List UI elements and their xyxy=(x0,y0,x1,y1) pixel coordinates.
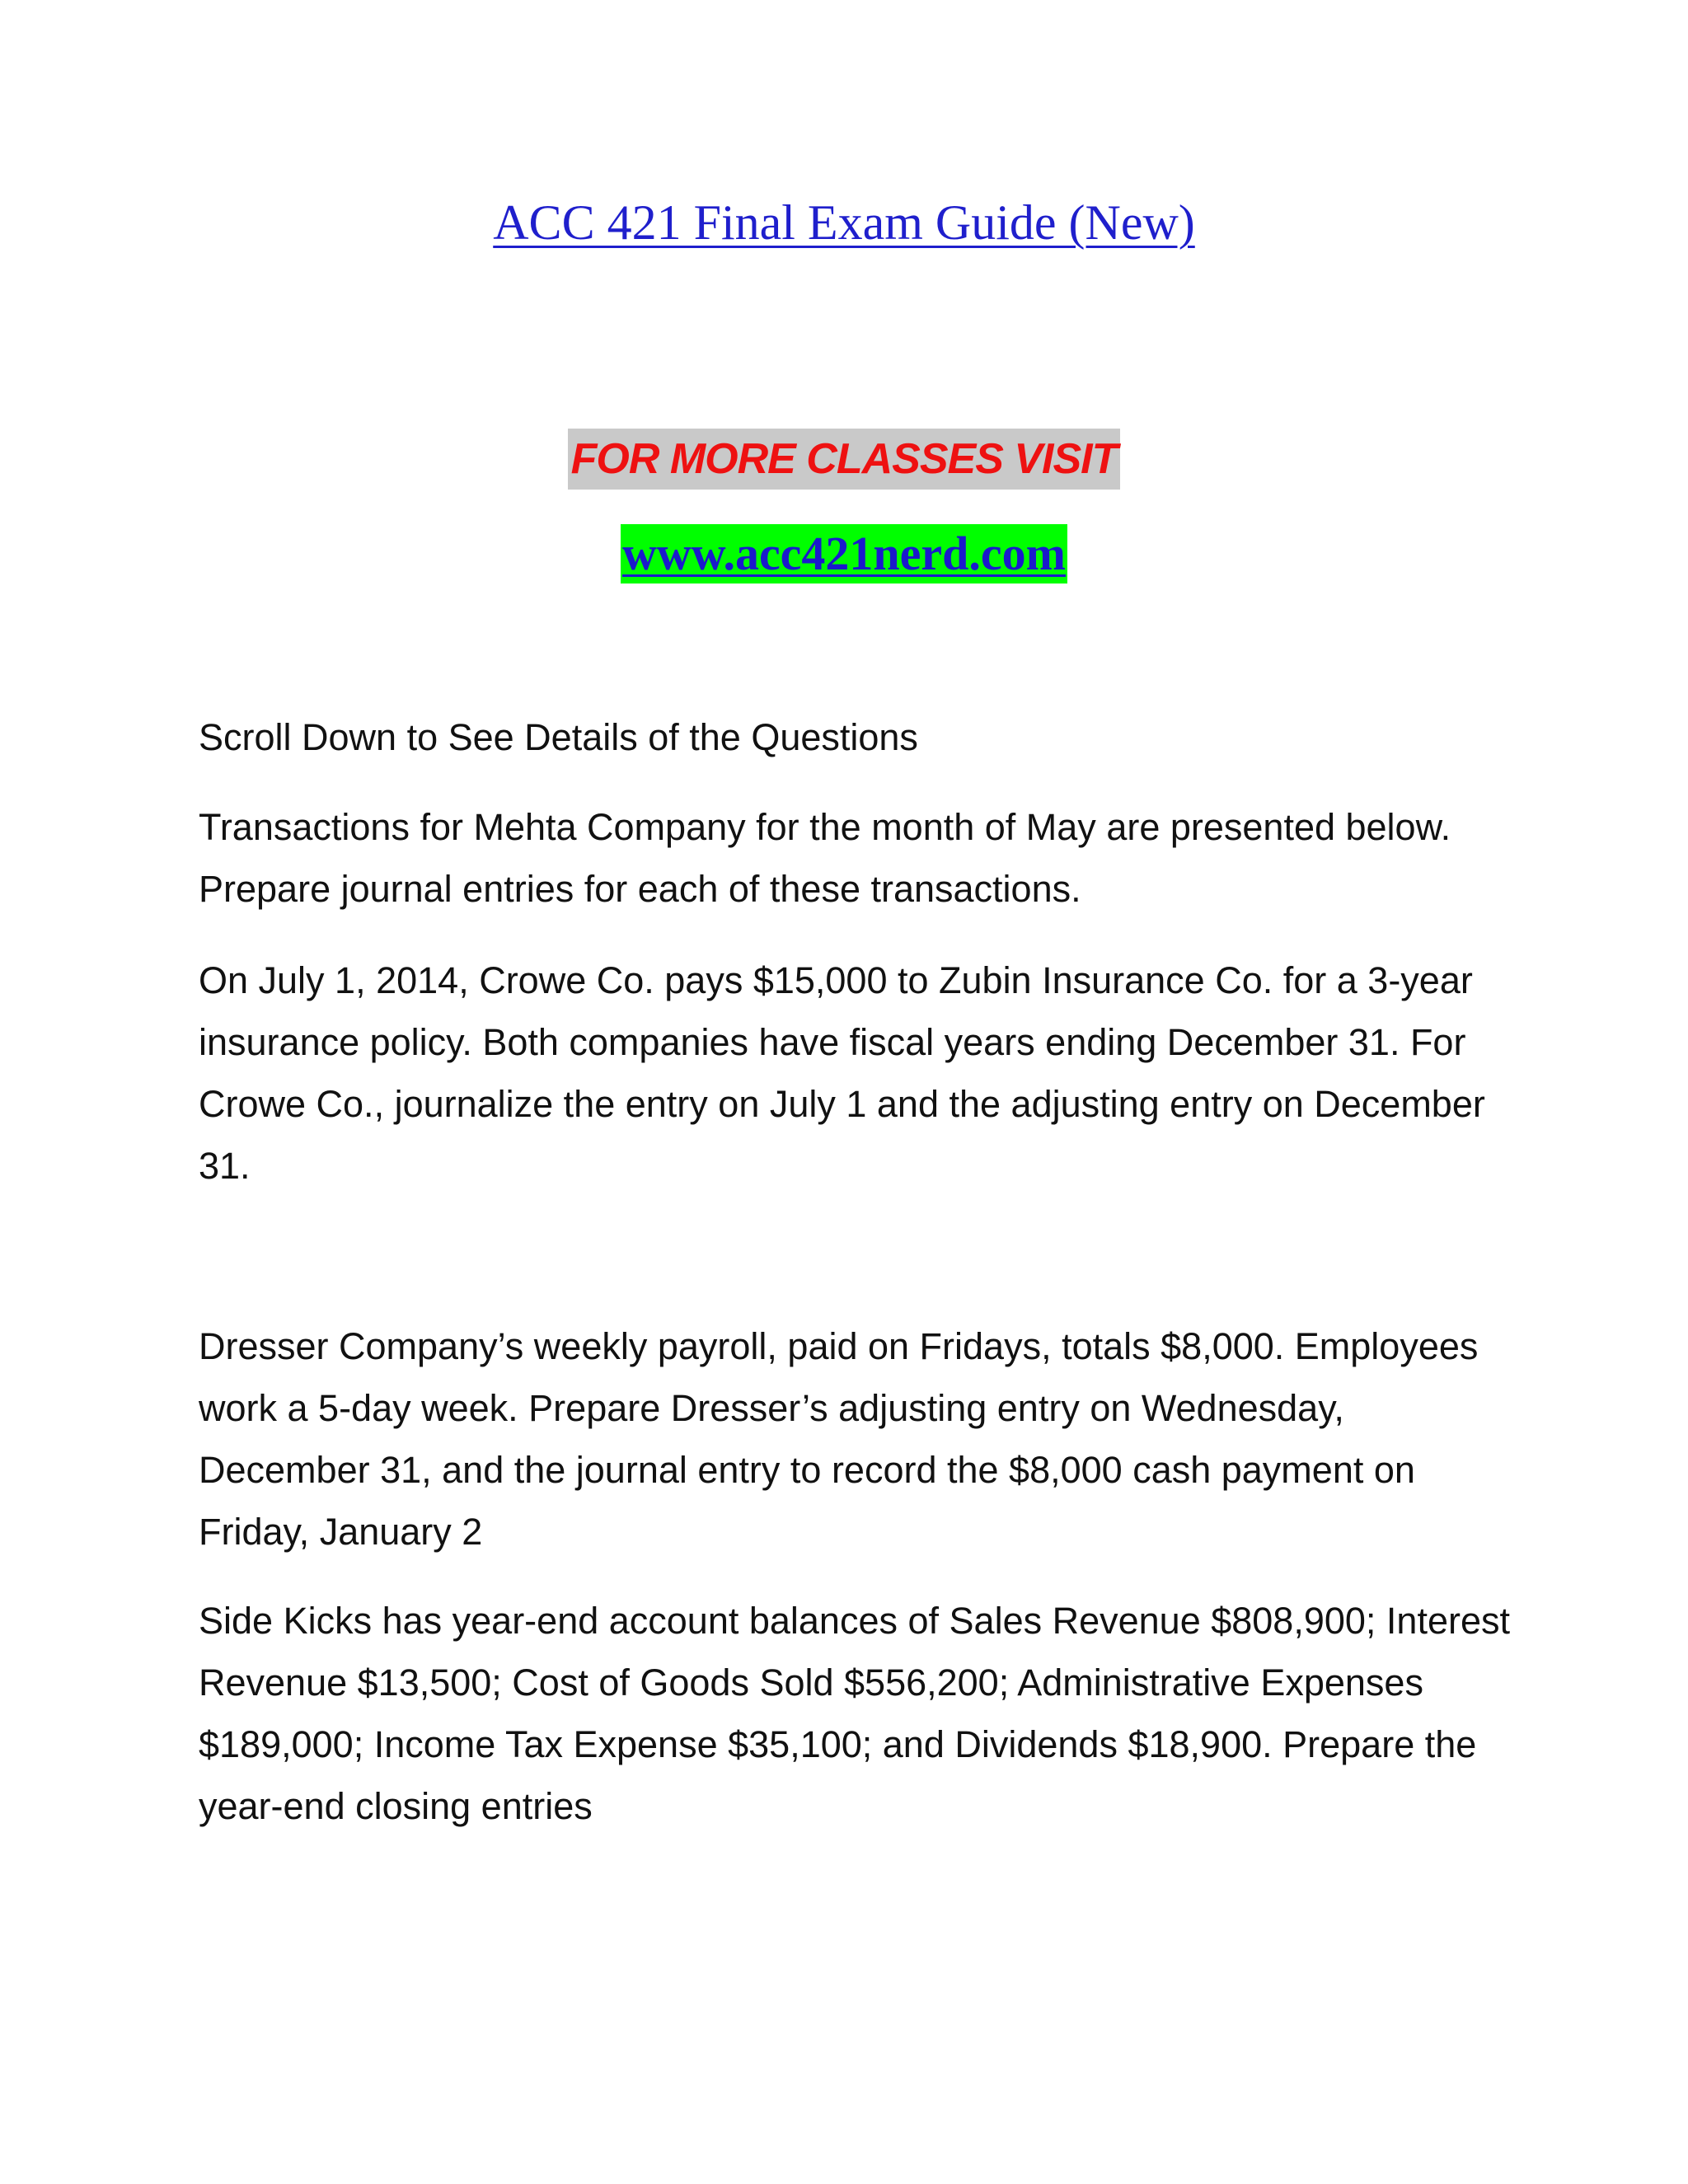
website-link[interactable]: www.acc421nerd.com xyxy=(621,524,1067,583)
promo-container xyxy=(0,429,1688,490)
question-paragraph-mehta: Transactions for Mehta Company for the month of May are presented below. Prepare journal entries for each of these transactions. xyxy=(199,806,1451,910)
page-title-link[interactable]: ACC 421 Final Exam Guide (New) xyxy=(493,195,1195,250)
promo-banner: FOR MORE CLASSES VISIT xyxy=(568,429,1121,490)
question-paragraph-dresser: Dresser Company’s weekly payroll, paid on Fridays, totals $8,000. Employees work a 5-day week. Prepare Dresser’s adjusting entry on Wednesday, December 31, and the journal entry to record the $8,000 cash payment on Friday, January 2 xyxy=(199,1325,1479,1553)
question-paragraph-crowe: On July 1, 2014, Crowe Co. pays $15,000 to Zubin Insurance Co. for a 3-year insurance policy. Both companies have fiscal years ending December 31. For Crowe Co., journalize the entry on July 1 and the adjusting entry on December 31. xyxy=(199,959,1485,1187)
intro-paragraph: Scroll Down to See Details of the Questions xyxy=(199,716,918,758)
question-paragraph-side-kicks: Side Kicks has year-end account balances of Sales Revenue $808,900; Interest Revenue $13,500; Cost of Goods Sold $556,200; Administrative Expenses $189,000; Income Tax Expense $35,100; and Dividends $18,900. Prepare the year-end closing entries xyxy=(199,1600,1510,1827)
title-container xyxy=(0,194,1688,251)
url-container xyxy=(0,524,1688,583)
